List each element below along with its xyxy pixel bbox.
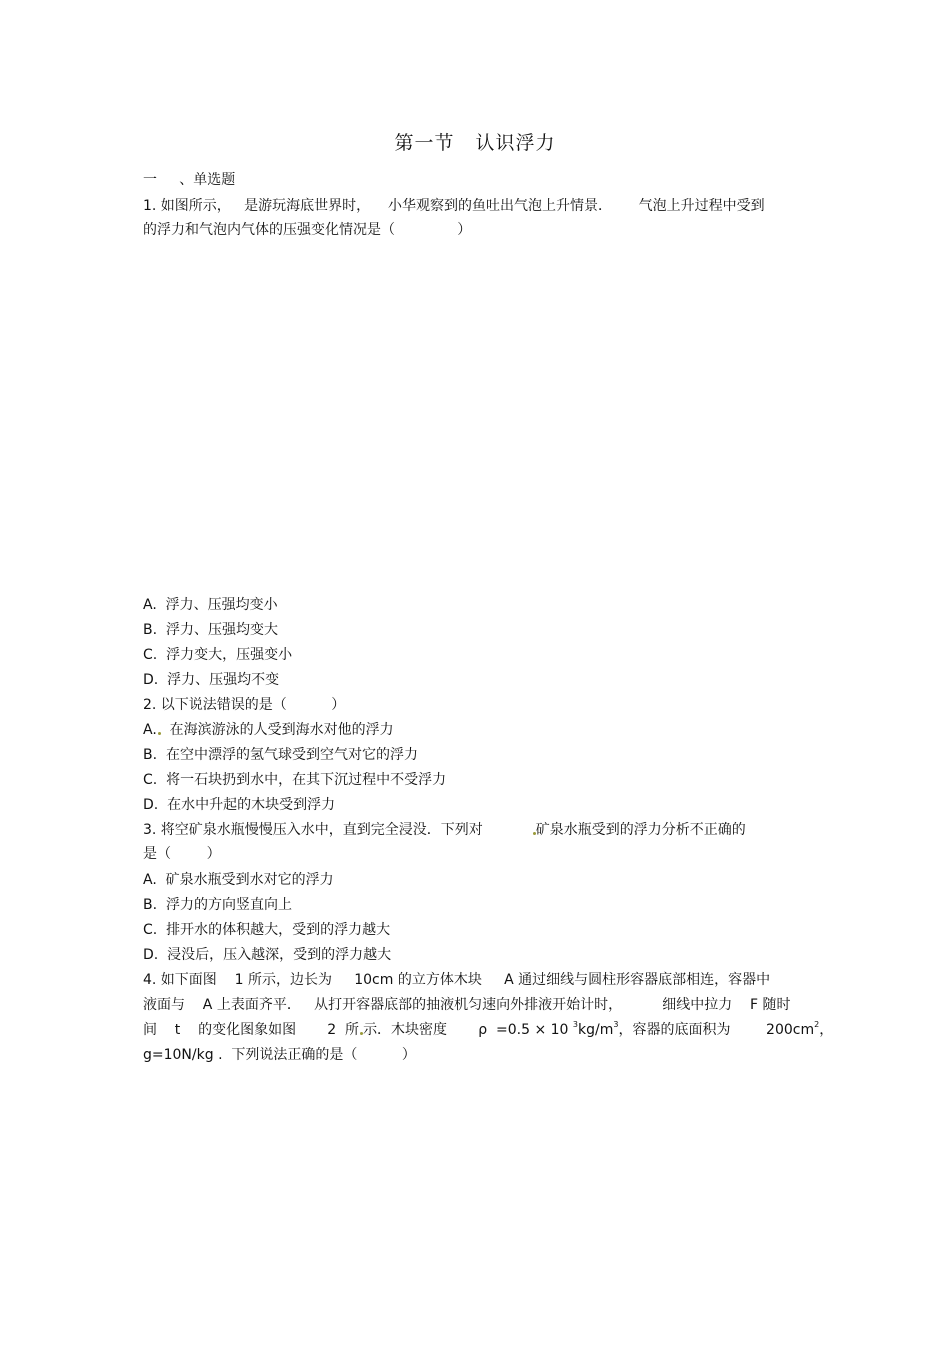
- question-4-line-3-part-d: ，容器的底面积为 200cm: [618, 1022, 815, 1038]
- question-4-line-3-part-c: kg/m: [578, 1022, 614, 1038]
- question-1-figure-area: [143, 250, 803, 580]
- question-2-option-a: [143, 721, 394, 739]
- question-1-option-d: D. 浮力、压强均不变: [143, 672, 280, 688]
- question-3-option-d: D. 浸没后，压入越深，受到的浮力越大: [143, 947, 392, 963]
- question-4-line-3-part-b: 示．木块密度 ρ =0.5 × 10: [363, 1022, 573, 1038]
- question-4-line-1: 4. 如下面图 1 所示，边长为 10cm 的立方体木块 A 通过细线与圆柱形容器底部相连，容器中: [143, 972, 771, 988]
- page-title: 第一节 认识浮力: [394, 132, 556, 154]
- question-3-line-1-part-b: 矿泉水瓶受到的浮力分析不正确的: [535, 822, 746, 838]
- superscript: 2: [814, 1020, 820, 1029]
- question-2-option-c: C. 将一石块扔到水中，在其下沉过程中不受浮力: [143, 772, 447, 788]
- section-heading: 一 、单选题: [143, 172, 236, 188]
- question-2-stem: 2. 以下说法错误的是（ ）: [143, 697, 346, 713]
- question-1-option-b: B. 浮力、压强均变大: [143, 622, 278, 638]
- question-2-option-b: B. 在空中漂浮的氢气球受到空气对它的浮力: [143, 747, 418, 763]
- question-3-option-a: A. 矿泉水瓶受到水对它的浮力: [143, 872, 334, 888]
- question-4-line-4: g=10N/kg . 下列说法正确的是（ ）: [143, 1047, 416, 1063]
- question-2-option-d: D. 在水中升起的木块受到浮力: [143, 797, 336, 813]
- question-3-option-b: B. 浮力的方向竖直向上: [143, 897, 292, 913]
- question-3-line-1-part-a: 3. 将空矿泉水瓶慢慢压入水中，直到完全浸没．下列对: [143, 822, 532, 838]
- question-3-option-c: C. 排开水的体积越大，受到的浮力越大: [143, 922, 391, 938]
- question-4-line-3-part-a: 间 t 的变化图象如图 2 所: [143, 1022, 360, 1038]
- superscript: 3: [613, 1020, 619, 1029]
- question-4-line-2: 液面与 A 上表面齐平． 从打开容器底部的抽液机匀速向外排液开始计时， 细线中拉力 F 随时: [143, 997, 791, 1013]
- superscript: 3: [572, 1020, 578, 1029]
- question-1-option-c: C. 浮力变大，压强变小: [143, 647, 293, 663]
- question-1-option-a: A. 浮力、压强均变小: [143, 597, 278, 613]
- question-1-line-1: 1. 如图所示， 是游玩海底世界时， 小华观察到的鱼吐出气泡上升情景． 气泡上升过程中受到: [143, 198, 765, 214]
- question-4-line-3: [143, 1021, 833, 1039]
- question-3-line-1: [143, 821, 746, 839]
- question-4-line-3-part-e: ，: [819, 1022, 834, 1038]
- question-2-option-a-letter: A.: [143, 722, 157, 738]
- question-1-line-2: 的浮力和气泡内气体的压强变化情况是（ ）: [143, 222, 472, 238]
- question-3-line-2: 是（ ）: [143, 846, 221, 862]
- question-2-option-a-text: 在海滨游泳的人受到海水对他的浮力: [160, 722, 394, 738]
